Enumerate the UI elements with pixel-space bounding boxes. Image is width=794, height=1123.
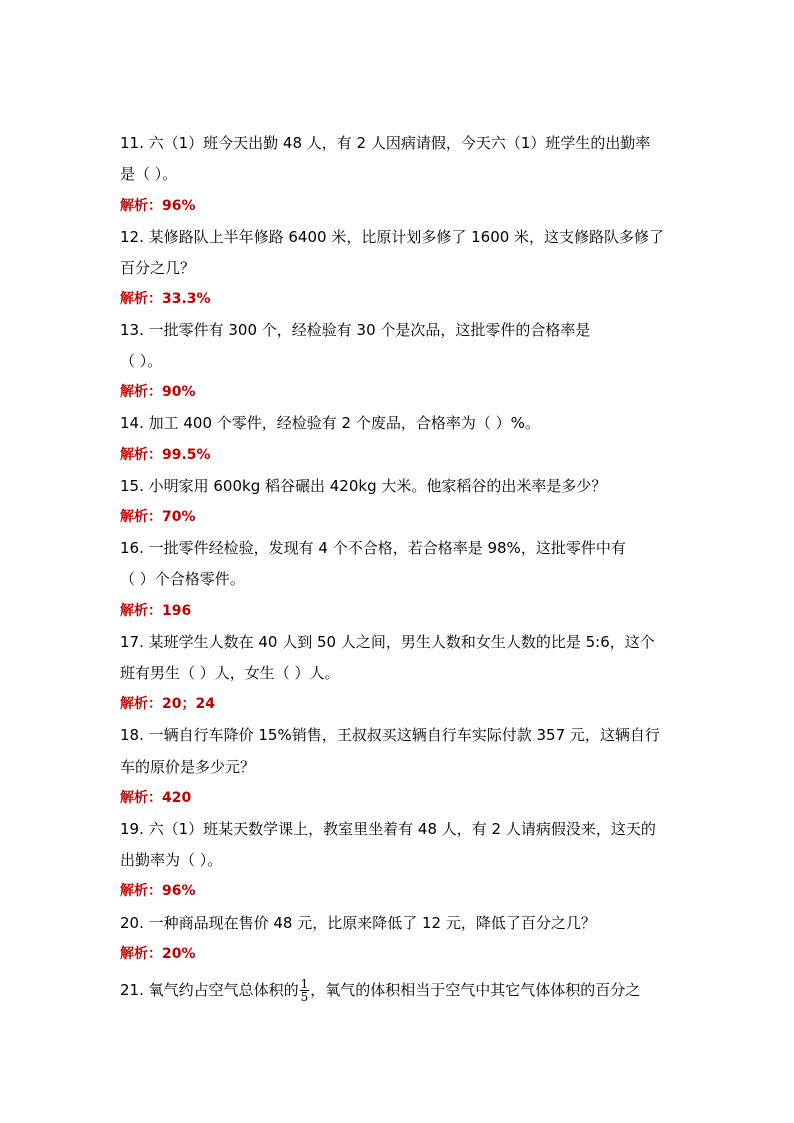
q18-answer xyxy=(120,789,191,807)
q16-answer xyxy=(120,602,191,620)
q12-text-line2: 百分之几？ xyxy=(120,259,196,277)
q21-text-before: 21. 氧气约占空气总体积的 xyxy=(120,981,299,999)
answer-label: 解析： xyxy=(120,384,162,400)
q13-answer xyxy=(120,383,196,401)
q15-text-line1: 15. 小明家用 600kg 稻谷碾出 420kg 大米。他家稻谷的出米率是多少？ xyxy=(120,477,607,495)
answer-label: 解析： xyxy=(120,883,162,899)
q19-answer xyxy=(120,882,196,900)
answer-label: 解析： xyxy=(120,603,162,619)
answer-value: 33.3% xyxy=(162,291,211,307)
q15-answer xyxy=(120,508,196,526)
q13-text-line1: 13. 一批零件有 300 个，经检验有 30 个是次品，这批零件的合格率是 xyxy=(120,321,591,339)
q17-text-line2: 班有男生（ ）人，女生（ ）人。 xyxy=(120,664,340,682)
answer-value: 420 xyxy=(162,790,192,806)
answer-value: 90% xyxy=(162,384,196,400)
answer-value: 70% xyxy=(162,509,196,525)
q20-text-line1: 20. 一种商品现在售价 48 元，比原来降低了 12 元，降低了百分之几？ xyxy=(120,914,596,932)
answer-value: 99.5% xyxy=(162,447,211,463)
q12-answer xyxy=(120,290,211,308)
answer-value: 96% xyxy=(162,198,196,214)
q21-text-after: ，氧气的体积相当于空气中其它气体体积的百分之 xyxy=(310,981,641,999)
q17-text-line1: 17. 某班学生人数在 40 人到 50 人之间，男生人数和女生人数的比是 5:6，这个 xyxy=(120,633,655,651)
q14-text-line1: 14. 加工 400 个零件，经检验有 2 个废品，合格率为（ ）%。 xyxy=(120,414,540,432)
answer-value: 20% xyxy=(162,946,196,962)
answer-label: 解析： xyxy=(120,509,162,525)
q20-answer xyxy=(120,945,196,963)
q17-answer xyxy=(120,695,215,713)
q14-answer xyxy=(120,446,211,464)
fraction-denominator: 5 xyxy=(300,990,309,1004)
answer-label: 解析： xyxy=(120,198,162,214)
fraction-numerator: 1 xyxy=(300,977,309,991)
answer-label: 解析： xyxy=(120,291,162,307)
q11-text-line1: 11. 六（1）班今天出勤 48 人，有 2 人因病请假，今天六（1）班学生的出勤率 xyxy=(120,134,651,152)
answer-value: 96% xyxy=(162,883,196,899)
fraction-one-fifth xyxy=(300,978,310,1003)
q16-text-line2: （ ）个合格零件。 xyxy=(120,570,245,588)
q21-text-line1 xyxy=(120,975,640,1005)
answer-label: 解析： xyxy=(120,447,162,463)
q16-text-line1: 16. 一批零件经检验，发现有 4 个不合格，若合格率是 98%，这批零件中有 xyxy=(120,539,626,557)
q19-text-line2: 出勤率为（ ）。 xyxy=(120,851,223,869)
q11-answer xyxy=(120,197,196,215)
answer-label: 解析： xyxy=(120,696,162,712)
answer-value: 196 xyxy=(162,603,192,619)
answer-value: 20；24 xyxy=(162,696,215,712)
answer-label: 解析： xyxy=(120,790,162,806)
q12-text-line1: 12. 某修路队上半年修路 6400 米，比原计划多修了 1600 米，这支修路队多修了 xyxy=(120,228,665,246)
q18-text-line1: 18. 一辆自行车降价 15%销售，王叔叔买这辆自行车实际付款 357 元，这辆自行 xyxy=(120,726,660,744)
q13-text-line2: （ ）。 xyxy=(120,352,163,370)
answer-label: 解析： xyxy=(120,946,162,962)
q19-text-line1: 19. 六（1）班某天数学课上，教室里坐着有 48 人，有 2 人请病假没来，这天的 xyxy=(120,820,656,838)
q18-text-line2: 车的原价是多少元？ xyxy=(120,758,256,776)
q11-text-line2: 是（ ）。 xyxy=(120,165,178,183)
